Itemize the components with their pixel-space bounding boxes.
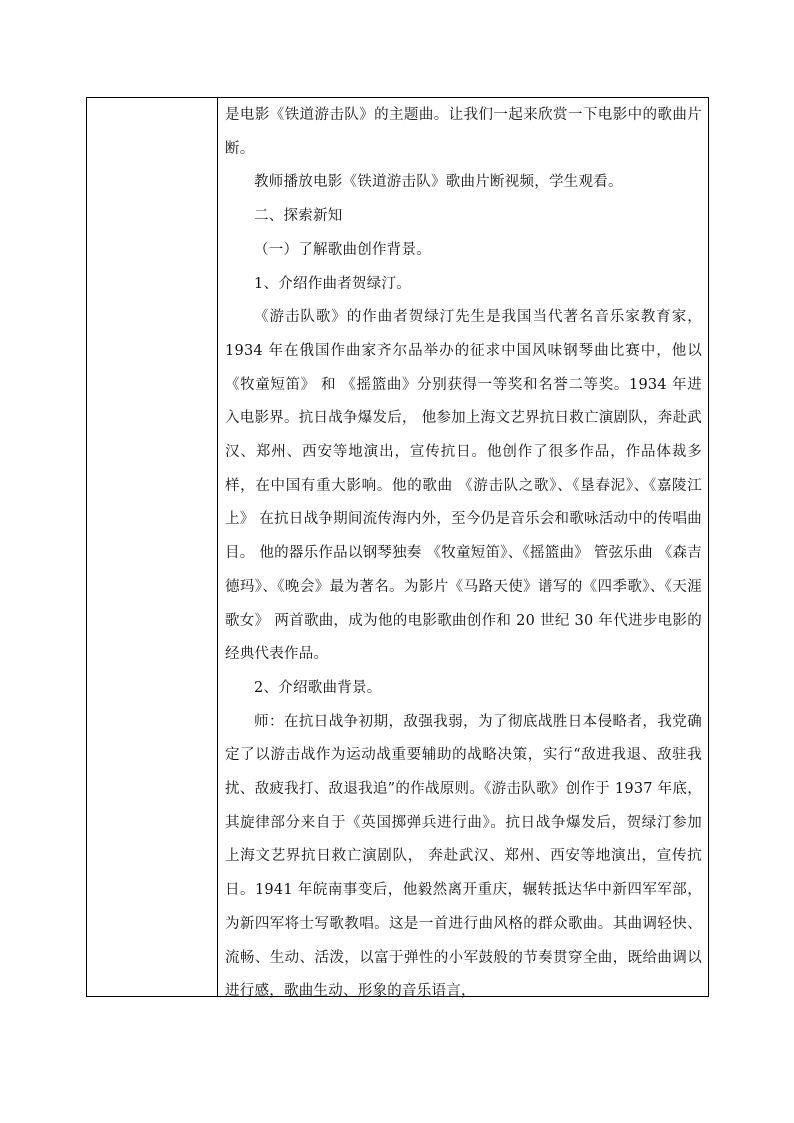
item-heading-composer: 1、介绍作曲者贺绿汀。 bbox=[254, 275, 411, 292]
paragraph-song-background: 师：在抗日战争初期，敌强我弱，为了彻底战胜日本侵略者，我党确定了以游击战作为运动战重要辅助的战略决策，实行“敌进我退、敌驻我扰、敌疲我打、敌退我追”的作战原则。《游击队歌》创作于 1937 年底，其旋律部分来自于《英国掷弹兵进行曲》。抗日战争爆发后，贺绿汀参加上海文艺界抗日救亡演剧队， 奔赴武汉、郑州、西安等地演出，宣传抗日。1941 年皖南事变后，他毅然离开重庆，辗转抵达华中新四军军部，为新四军将士写歌教唱。这是一首进行曲风格的群众歌曲。其曲调轻快、流畅、生动、活泼，以富于弹性的小军鼓般的节奏贯穿全曲，既给曲调以进行感，歌曲生动、形象的音乐语言， bbox=[225, 713, 702, 1000]
lesson-table bbox=[86, 97, 709, 1000]
section-heading-explore: 二、探索新知 bbox=[254, 208, 343, 225]
table-right-column bbox=[218, 98, 708, 1000]
table-left-column bbox=[87, 98, 218, 996]
paragraph-play-video: 教师播放电影《铁道游击队》歌曲片断视频，学生观看。 bbox=[254, 174, 623, 191]
subsection-heading-background: （一）了解歌曲创作背景。 bbox=[254, 241, 431, 258]
lesson-content bbox=[225, 98, 702, 1009]
paragraph-composer-bio: 《游击队歌》的作曲者贺绿汀先生是我国当代著名音乐家教育家，1934 年在俄国作曲家齐尔品举办的征求中国风味钢琴曲比赛中，他以《牧童短笛》 和 《摇篮曲》分别获得一等奖和名誉二等奖。1934 年进入电影界。抗日战争爆发后， 他参加上海文艺界抗日救亡演剧队，奔赴武汉、郑州、西安等地演出，宣传抗日。他创作了很多作品，作品体裁多样，在中国有重大影响。他的歌曲 《游击队之歌》、《垦春泥》、《嘉陵江上》 在抗日战争期间流传海内外，至今仍是音乐会和歌咏活动中的传唱曲目。 他的器乐作品以钢琴独奏 《牧童短笛》、《摇篮曲》 管弦乐曲 《森吉德玛》、《晚会》最为著名。为影片《马路天使》谱写的《四季歌》、《天涯歌女》 两首歌曲，成为他的电影歌曲创作和 20 世纪 30 年代进步电影的经典代表作品。 bbox=[225, 309, 702, 663]
paragraph-intro-ending: 是电影《铁道游击队》的主题曲。让我们一起来欣赏一下电影中的歌曲片断。 bbox=[225, 107, 702, 157]
item-heading-song-background: 2、介绍歌曲背景。 bbox=[254, 679, 382, 696]
